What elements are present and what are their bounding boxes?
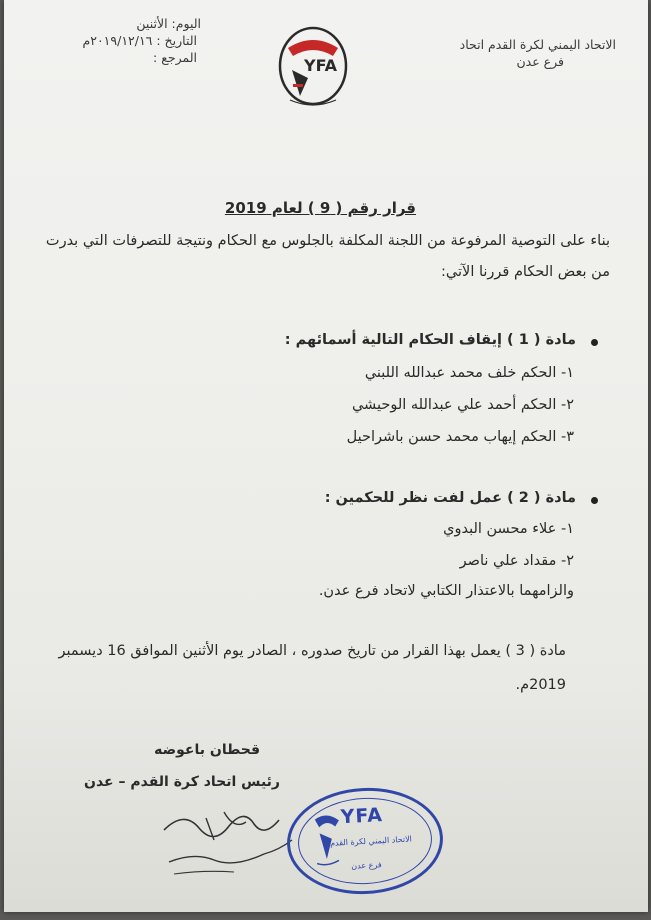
article-2-item-2: ٢- مقداد علي ناصر [459, 553, 574, 569]
intro-line-1: بناء على التوصية المرفوعة من اللجنة المكلفة بالجلوس مع الحكام ونتيجة للتصرفات التي بدرت [45, 233, 610, 249]
article-1-item-1: ١- الحكم خلف محمد عبدالله اللبني [364, 365, 574, 381]
article-2-heading: مادة ( 2 ) عمل لفت نظر للحكمين : [324, 490, 576, 506]
stamp-text: YFA [340, 804, 384, 829]
article-1-heading: مادة ( 1 ) إيقاف الحكام التالية أسمائهم : [284, 332, 576, 348]
signatory-position: رئيس اتحاد كرة القدم – عدن [84, 774, 280, 790]
article-3-line-2: 2019م. [515, 677, 566, 693]
bullet-icon [591, 497, 598, 504]
document-page [4, 0, 648, 912]
org-name-line2: فرع عدن [516, 54, 564, 69]
article-2-item-1: ١- علاء محسن البدوي [443, 521, 574, 537]
org-name-line1: الاتحاد اليمني لكرة القدم اتحاد [459, 37, 616, 52]
date-label: التاريخ : ٢٠١٩/١٢/١٦م [82, 33, 197, 48]
logo-text: YFA [304, 56, 338, 75]
reference-label: المرجع : [153, 50, 197, 65]
article-2-note: والزامهما بالاعتذار الكتابي لاتحاد فرع عدن. [318, 583, 574, 599]
article-1-item-3: ٣- الحكم إيهاب محمد حسن باشراحيل [346, 429, 574, 445]
intro-line-2: من بعض الحكام قررنا الآتي: [441, 264, 610, 280]
article-1-item-2: ٢- الحكم أحمد علي عبدالله الوحيشي [351, 397, 574, 413]
decision-title: قرار رقم ( 9 ) لعام 2019 [224, 199, 416, 217]
article-3-line-1: مادة ( 3 ) يعمل بهذا القرار من تاريخ صدوره ، الصادر يوم الأثنين الموافق 16 ديسمبر [58, 643, 566, 659]
stamp-line-2: فرع عدن [351, 860, 382, 871]
stamp-line-1: الاتحاد اليمني لكرة القدم [329, 834, 413, 848]
bullet-icon [591, 339, 598, 346]
day-label: اليوم: الأثنين [136, 16, 201, 31]
signatory-name: قحطان باعوضه [154, 742, 260, 758]
